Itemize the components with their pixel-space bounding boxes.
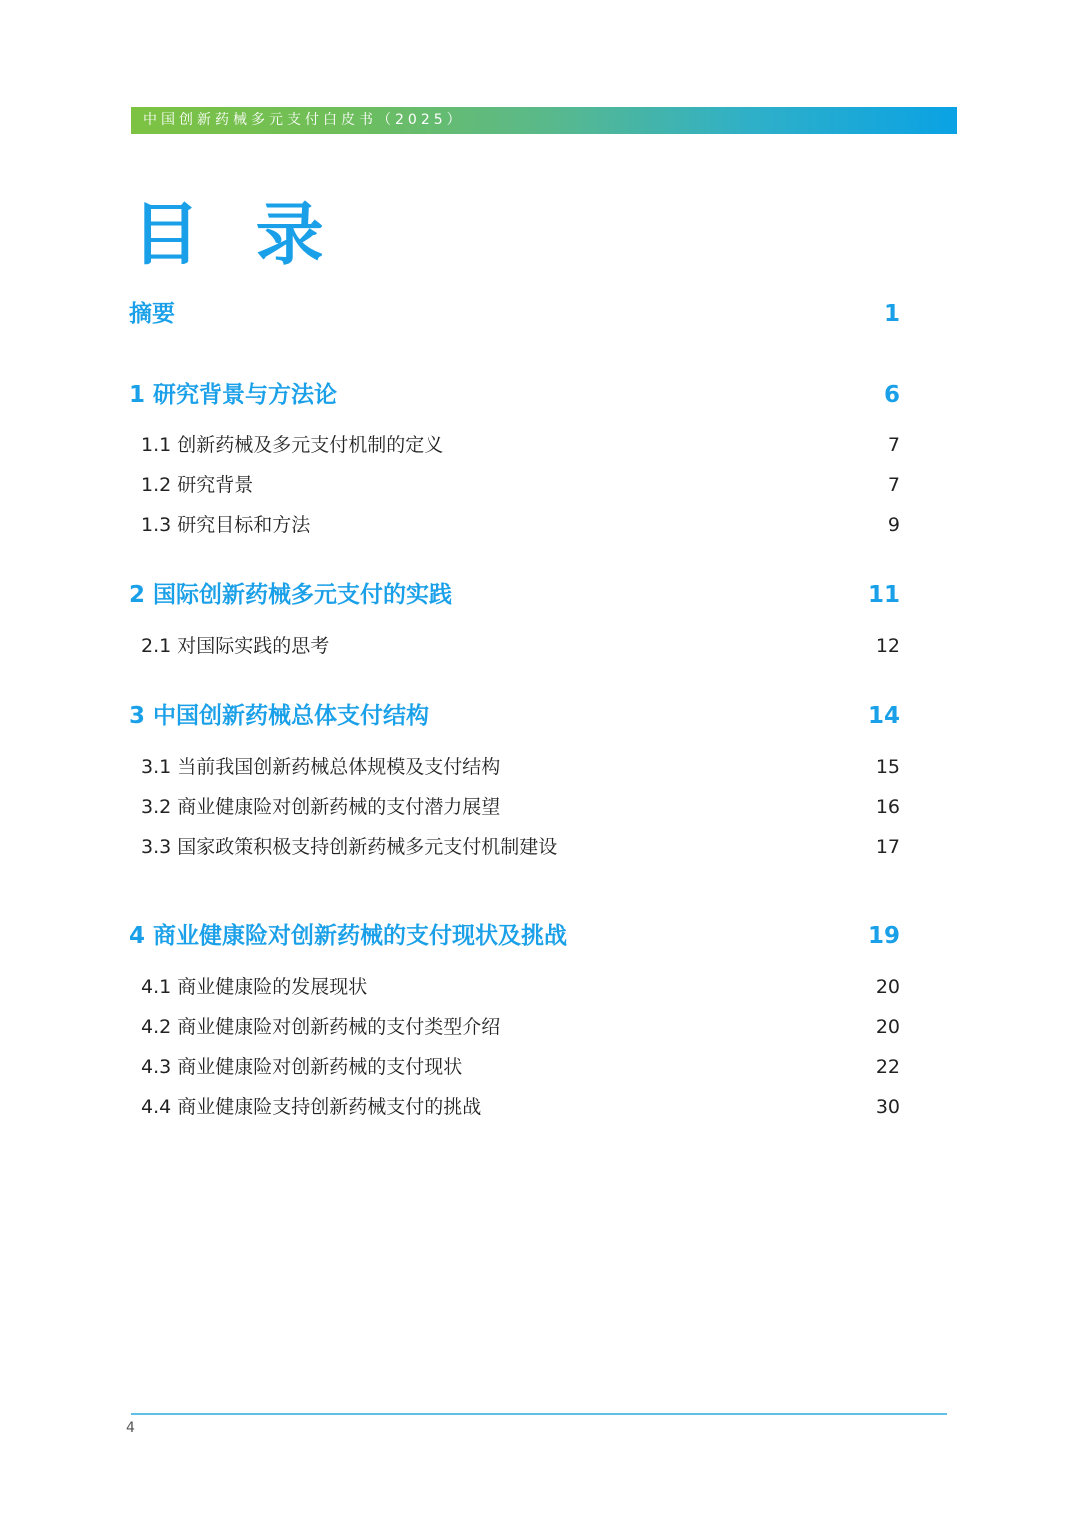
toc-entry-page: 16	[875, 796, 900, 818]
toc-entry-label: 1 研究背景与方法论	[129, 382, 338, 408]
toc-entry-chapter-4[interactable]	[0, 916, 1080, 956]
toc-entry-page: 7	[887, 474, 900, 496]
toc-title: 目 录	[132, 196, 340, 275]
toc-entry-label: 1.3 研究目标和方法	[141, 514, 311, 536]
toc-entry-label: 3 中国创新药械总体支付结构	[129, 703, 430, 729]
toc-entry-label: 1.2 研究背景	[141, 474, 254, 496]
toc-entry-section-1-1[interactable]	[0, 425, 1080, 465]
toc-entry-page: 15	[875, 756, 900, 778]
toc-entry-section-4-1[interactable]	[0, 967, 1080, 1007]
toc-entry-page: 20	[875, 976, 900, 998]
toc-entry-section-2-1[interactable]	[0, 626, 1080, 666]
toc-entry-section-4-3[interactable]	[0, 1047, 1080, 1087]
toc-entry-label: 3.3 国家政策积极支持创新药械多元支付机制建设	[141, 836, 558, 858]
toc-entry-page: 7	[887, 434, 900, 456]
toc-entry-chapter-3[interactable]	[0, 696, 1080, 736]
toc-entry-label: 4.1 商业健康险的发展现状	[141, 976, 368, 998]
toc-entry-label: 2 国际创新药械多元支付的实践	[129, 582, 453, 608]
toc-entry-chapter-2[interactable]	[0, 575, 1080, 615]
toc-entry-section-4-2[interactable]	[0, 1007, 1080, 1047]
toc-entry-page: 12	[875, 635, 900, 657]
toc-entry-page: 17	[875, 836, 900, 858]
toc-entry-label: 3.2 商业健康险对创新药械的支付潜力展望	[141, 796, 501, 818]
header-band	[131, 107, 957, 134]
toc-entry-label: 4.2 商业健康险对创新药械的支付类型介绍	[141, 1016, 501, 1038]
toc-entry-page: 20	[875, 1016, 900, 1038]
toc-entry-section-4-4[interactable]	[0, 1087, 1080, 1127]
footer-divider	[131, 1413, 947, 1415]
toc-entry-section-1-2[interactable]	[0, 465, 1080, 505]
toc-entry-section-3-1[interactable]	[0, 747, 1080, 787]
toc-entry-page: 1	[883, 301, 900, 327]
toc-entry-page: 11	[867, 582, 900, 608]
toc-entry-label: 4.3 商业健康险对创新药械的支付现状	[141, 1056, 463, 1078]
toc-entry-label: 1.1 创新药械及多元支付机制的定义	[141, 434, 444, 456]
toc-entry-page: 22	[875, 1056, 900, 1078]
toc-entry-section-3-3[interactable]	[0, 827, 1080, 867]
document-title: 中国创新药械多元支付白皮书（2025）	[143, 112, 465, 128]
toc-entry-page: 9	[887, 514, 900, 536]
toc-entry-label: 摘要	[129, 301, 175, 327]
toc-entry-page: 30	[875, 1096, 900, 1118]
toc-entry-abstract[interactable]	[0, 294, 1080, 334]
toc-entry-section-1-3[interactable]	[0, 505, 1080, 545]
toc-entry-page: 6	[883, 382, 900, 408]
toc-entry-label: 3.1 当前我国创新药械总体规模及支付结构	[141, 756, 501, 778]
page-number: 4	[126, 1420, 135, 1436]
toc-entry-section-3-2[interactable]	[0, 787, 1080, 827]
toc-entry-page: 14	[867, 703, 900, 729]
toc-entry-chapter-1[interactable]	[0, 375, 1080, 415]
toc-entry-label: 4.4 商业健康险支持创新药械支付的挑战	[141, 1096, 482, 1118]
toc-entry-label: 2.1 对国际实践的思考	[141, 635, 330, 657]
toc-entry-label: 4 商业健康险对创新药械的支付现状及挑战	[129, 923, 568, 949]
toc-entry-page: 19	[867, 923, 900, 949]
